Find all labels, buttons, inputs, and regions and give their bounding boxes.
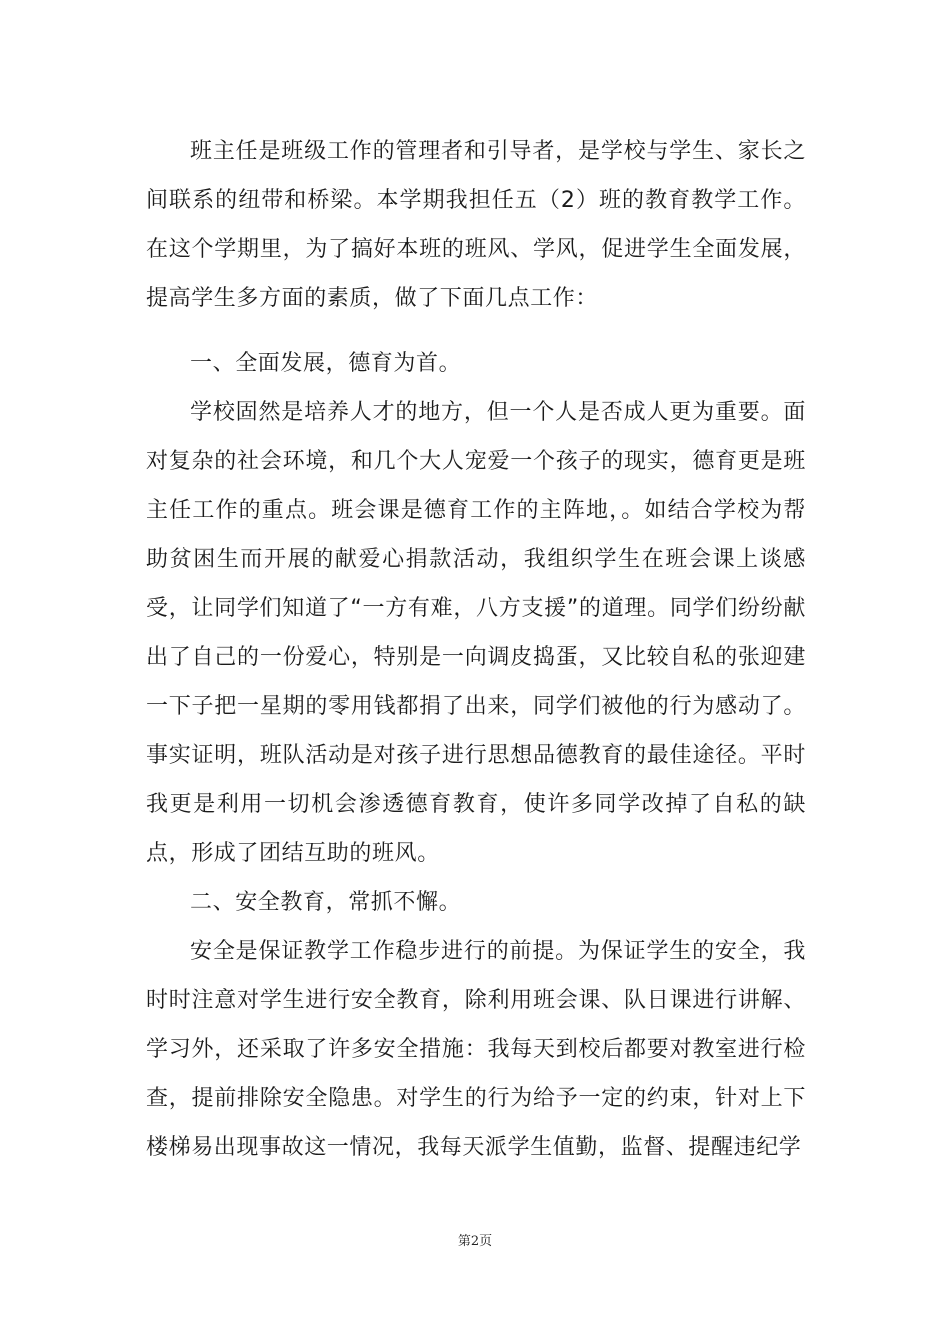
document-body <box>146 127 806 1172</box>
intro-paragraph: 班主任是班级工作的管理者和引导者，是学校与学生、家长之间联系的纽带和桥梁。本学期我担任五（2）班的教育教学工作。在这个学期里，为了搞好本班的班风、学风，促进学生全面发展，提高学生多方面的素质，做了下面几点工作： <box>146 139 806 311</box>
section-1-paragraph: 学校固然是培养人才的地方，但一个人是否成人更为重要。面对复杂的社会环境，和几个大人宠爱一个孩子的现实，德育更是班主任工作的重点。班会课是德育工作的主阵地，。如结合学校为帮助贫困生而开展的献爱心捐款活动，我组织学生在班会课上谈感受，让同学们知道了“一方有难，八方支援”的道理。同学们纷纷献出了自己的一份爱心，特别是一向调皮捣蛋，又比较自私的张迎建一下子把一星期的零用钱都捐了出来，同学们被他的行为感动了。事实证明，班队活动是对孩子进行思想品德教育的最佳途径。平时我更是利用一切机会渗透德育教育，使许多同学改掉了自私的缺点，形成了团结互助的班风。 <box>146 400 806 866</box>
section-heading-2: 二、安全教育，常抓不懈。 <box>190 890 462 915</box>
section-heading-1: 一、全面发展，德育为首。 <box>190 351 462 376</box>
paragraph-gap <box>146 323 806 339</box>
page-number: 第2页 <box>457 1234 493 1249</box>
section-2-paragraph: 安全是保证教学工作稳步进行的前提。为保证学生的安全，我时时注意对学生进行安全教育，除利用班会课、队日课进行讲解、学习外，还采取了许多安全措施：我每天到校后都要对教室进行检查，提前排除安全隐患。对学生的行为给予一定的约束，针对上下楼梯易出现事故这一情况，我每天派学生值勤，监督、提醒违纪学 <box>146 939 806 1160</box>
